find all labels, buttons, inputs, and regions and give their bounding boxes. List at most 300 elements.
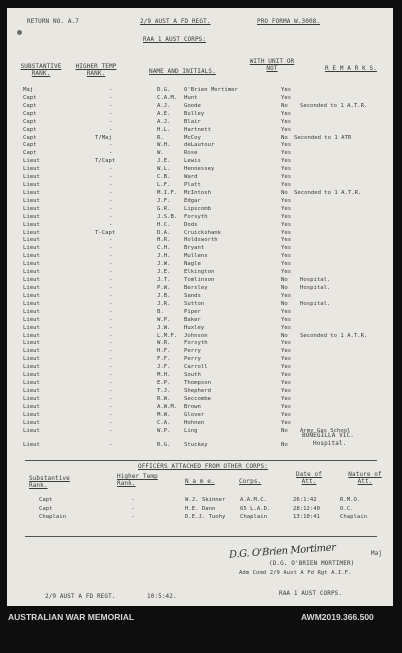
surname-cell: Sutton bbox=[184, 300, 205, 307]
surname-cell: Bulley bbox=[184, 110, 205, 117]
att-name-cell: D.E.J. Tuohy bbox=[185, 514, 226, 520]
initials-cell: B. bbox=[157, 308, 164, 315]
rank-cell: Lieut bbox=[23, 261, 40, 268]
surname-cell: Mullens bbox=[184, 253, 208, 260]
table-row bbox=[7, 347, 393, 355]
formation-title: RAA 1 AUST CORPS: bbox=[143, 36, 207, 43]
with-unit-cell: Yes bbox=[281, 253, 292, 260]
table-row bbox=[7, 411, 393, 419]
initials-cell: C.A. bbox=[157, 419, 171, 426]
rank-cell: Capt bbox=[23, 134, 37, 141]
table-row bbox=[7, 149, 393, 157]
rank-cell: Capt bbox=[23, 142, 37, 149]
temp-rank-cell: - bbox=[109, 87, 113, 93]
att-name-cell: H.E. Dann bbox=[185, 505, 216, 512]
rank-cell: Capt bbox=[23, 102, 37, 109]
temp-rank-cell: - bbox=[109, 308, 113, 315]
with-unit-cell: Yes bbox=[281, 395, 292, 402]
surname-cell: McCoy bbox=[184, 134, 201, 141]
initials-cell: C.B. bbox=[157, 174, 171, 181]
remark-cell: Army Gas School bbox=[300, 427, 351, 434]
rank-cell: Capt bbox=[23, 118, 37, 125]
remark-line: BONEGILLA VIC. bbox=[302, 432, 354, 439]
initials-cell: P.W. bbox=[157, 285, 171, 291]
table-row bbox=[7, 134, 393, 142]
surname-cell: Rose bbox=[184, 150, 198, 157]
with-unit-cell: Yes bbox=[281, 118, 292, 125]
initials-cell: J.F. bbox=[157, 197, 171, 204]
document-page bbox=[7, 8, 393, 606]
att-temp-cell: - bbox=[131, 514, 135, 520]
footer-institution: AUSTRALIAN WAR MEMORIAL bbox=[8, 612, 135, 622]
signatory-position: Adm Comd 2/9 Aust A Fd Rgt A.I.F. bbox=[239, 570, 352, 576]
att-col-rank: Substantive Rank. bbox=[29, 475, 70, 489]
initials-cell: J.W. bbox=[157, 261, 171, 268]
table-row bbox=[7, 324, 393, 332]
with-unit-cell: Yes bbox=[281, 387, 292, 394]
remark-cell: Seconded to 1 A.T.R. bbox=[300, 102, 368, 109]
remark-cell: Seconded to 1 A.T.R. bbox=[300, 332, 368, 339]
rank-cell: Lieut bbox=[23, 213, 40, 220]
with-unit-cell: Yes bbox=[281, 182, 292, 189]
table-row bbox=[7, 173, 393, 181]
rank-cell: Capt bbox=[23, 150, 37, 157]
temp-rank-cell: - bbox=[109, 364, 113, 371]
att-col-temp: Higher Temp Rank. bbox=[117, 473, 158, 487]
surname-cell: Stuckey bbox=[184, 442, 208, 448]
with-unit-cell: Yes bbox=[281, 166, 292, 173]
att-date-cell: 28:12:40 bbox=[293, 505, 320, 512]
surname-cell: Blair bbox=[184, 118, 201, 125]
with-unit-cell: No bbox=[281, 285, 288, 291]
initials-cell: J.S.B. bbox=[157, 213, 178, 220]
initials-cell: W.P. bbox=[157, 316, 171, 323]
att-corps-cell: 65 L.A.D. bbox=[240, 505, 271, 512]
temp-rank-cell: - bbox=[109, 269, 113, 276]
temp-rank-cell: - bbox=[109, 110, 113, 117]
initials-cell: J.H. bbox=[157, 253, 171, 260]
with-unit-cell: Yes bbox=[281, 411, 292, 418]
remark-line: Hospital. bbox=[313, 440, 347, 447]
with-unit-cell: No bbox=[281, 134, 288, 141]
with-unit-cell: No bbox=[281, 300, 288, 307]
signatory-name: (D.G. O'BRIEN MORTIMER) bbox=[269, 560, 355, 567]
pro-forma: PRO FORMA W.3008. bbox=[257, 18, 321, 25]
with-unit-cell: No bbox=[281, 102, 288, 109]
rank-cell: Lieut bbox=[23, 205, 40, 212]
table-row bbox=[7, 276, 393, 284]
att-temp-cell: - bbox=[131, 497, 135, 503]
return-number: RETURN NO. A.7 bbox=[27, 18, 79, 25]
surname-cell: Nagle bbox=[184, 261, 201, 268]
surname-cell: deLautour bbox=[184, 142, 215, 149]
rank-cell: Lieut bbox=[23, 364, 40, 371]
temp-rank-cell: - bbox=[109, 94, 113, 101]
with-unit-cell: Yes bbox=[281, 237, 292, 244]
with-unit-cell: Yes bbox=[281, 87, 292, 93]
with-unit-cell: Yes bbox=[281, 150, 292, 157]
rank-cell: Capt bbox=[23, 110, 37, 117]
table-row bbox=[7, 268, 393, 276]
temp-rank-cell: - bbox=[109, 118, 113, 125]
surname-cell: Ling bbox=[184, 427, 198, 434]
with-unit-cell: Yes bbox=[281, 229, 292, 236]
rank-cell: Lieut bbox=[23, 229, 40, 236]
temp-rank-cell: - bbox=[109, 142, 113, 149]
rank-cell: Lieut bbox=[23, 324, 40, 331]
surname-cell: Perry bbox=[184, 356, 201, 363]
initials-cell: D.G. bbox=[157, 87, 171, 93]
rank-cell: Lieut bbox=[23, 189, 40, 196]
with-unit-cell: Yes bbox=[281, 419, 292, 426]
rank-cell: Lieut bbox=[23, 253, 40, 260]
surname-cell: Glover bbox=[184, 411, 205, 418]
att-name-cell: W.J. Skinner bbox=[185, 497, 226, 503]
table-row bbox=[7, 441, 393, 449]
with-unit-cell: Yes bbox=[281, 197, 292, 204]
surname-cell: Lipscomb bbox=[184, 205, 211, 212]
att-nature-cell: R.M.O. bbox=[340, 497, 361, 503]
att-date-cell: 26:1:42 bbox=[293, 497, 317, 503]
table-row bbox=[7, 205, 393, 213]
col-substantive-rank: SUBSTANTIVE RANK. bbox=[20, 63, 62, 77]
with-unit-cell: Yes bbox=[281, 269, 292, 276]
surname-cell: Perry bbox=[184, 348, 201, 355]
att-corps-cell: A.A.M.C. bbox=[240, 497, 267, 503]
rank-cell: Lieut bbox=[23, 380, 40, 387]
initials-cell: W.R. bbox=[157, 340, 171, 347]
initials-cell: L.F. bbox=[157, 182, 171, 189]
surname-cell: Carroll bbox=[184, 364, 208, 371]
surname-cell: Sands bbox=[184, 292, 201, 299]
initials-cell: R.W. bbox=[157, 395, 171, 402]
temp-rank-cell: - bbox=[109, 300, 113, 307]
initials-cell: W.P. bbox=[157, 427, 171, 434]
initials-cell: E.P. bbox=[157, 380, 171, 387]
temp-rank-cell: - bbox=[109, 182, 113, 189]
temp-rank-cell: - bbox=[109, 237, 113, 244]
initials-cell: H.R. bbox=[157, 237, 171, 244]
surname-cell: Thompson bbox=[184, 380, 211, 387]
temp-rank-cell: - bbox=[109, 340, 113, 347]
rank-cell: Capt bbox=[23, 126, 37, 133]
initials-cell: C.A.M. bbox=[157, 94, 178, 101]
surname-cell: Seccombe bbox=[184, 395, 211, 402]
table-row bbox=[7, 221, 393, 229]
temp-rank-cell: T-Capt bbox=[95, 229, 116, 236]
table-row bbox=[7, 165, 393, 173]
rank-cell: Lieut bbox=[23, 372, 40, 379]
with-unit-cell: Yes bbox=[281, 364, 292, 371]
rank-cell: Lieut bbox=[23, 182, 40, 189]
surname-cell: Forsyth bbox=[184, 340, 208, 347]
surname-cell: Hartnett bbox=[184, 126, 211, 133]
with-unit-cell: Yes bbox=[281, 110, 292, 117]
col-with-unit: WITH UNIT OR NOT bbox=[249, 58, 295, 72]
initials-cell: R. bbox=[157, 134, 164, 141]
with-unit-cell: Yes bbox=[281, 126, 292, 133]
initials-cell: M.W. bbox=[157, 411, 171, 418]
temp-rank-cell: - bbox=[109, 332, 113, 339]
attached-row bbox=[7, 513, 393, 521]
divider bbox=[25, 460, 377, 461]
initials-cell: J.E. bbox=[157, 158, 171, 165]
initials-cell: A.J. bbox=[157, 118, 171, 125]
bottom-formation: RAA 1 AUST CORPS. bbox=[279, 590, 343, 597]
rank-cell: Lieut bbox=[23, 285, 40, 291]
with-unit-cell: Yes bbox=[281, 158, 292, 165]
rank-cell: Lieut bbox=[23, 197, 40, 204]
rank-cell: Lieut bbox=[23, 411, 40, 418]
temp-rank-cell: - bbox=[109, 213, 113, 220]
temp-rank-cell: - bbox=[109, 348, 113, 355]
initials-cell: G.R. bbox=[157, 205, 171, 212]
table-row bbox=[7, 300, 393, 308]
with-unit-cell: Yes bbox=[281, 205, 292, 212]
with-unit-cell: Yes bbox=[281, 380, 292, 387]
table-row bbox=[7, 110, 393, 118]
table-row bbox=[7, 395, 393, 403]
surname-cell: Hunt bbox=[184, 94, 198, 101]
initials-cell: H.F. bbox=[157, 348, 171, 355]
rank-cell: Lieut bbox=[23, 292, 40, 299]
rank-cell: Lieut bbox=[23, 427, 40, 434]
divider bbox=[25, 536, 377, 537]
rank-cell: Lieut bbox=[23, 332, 40, 339]
initials-cell: H.L. bbox=[157, 126, 171, 133]
surname-cell: Lewis bbox=[184, 158, 201, 165]
surname-cell: Edgar bbox=[184, 197, 201, 204]
table-row bbox=[7, 236, 393, 244]
surname-cell: Hennessey bbox=[184, 166, 215, 173]
with-unit-cell: Yes bbox=[281, 316, 292, 323]
temp-rank-cell: - bbox=[109, 253, 113, 260]
initials-cell: R.G. bbox=[157, 442, 171, 448]
with-unit-cell: Yes bbox=[281, 372, 292, 379]
initials-cell: W.H. bbox=[157, 142, 171, 149]
col-name-initials: NAME AND INITIALS. bbox=[149, 68, 216, 75]
initials-cell: A.W.M. bbox=[157, 403, 178, 410]
with-unit-cell: Yes bbox=[281, 356, 292, 363]
surname-cell: Piper bbox=[184, 308, 201, 315]
att-date-cell: 13:10:41 bbox=[293, 514, 320, 520]
punch-hole bbox=[17, 30, 22, 35]
with-unit-cell: Yes bbox=[281, 308, 292, 315]
with-unit-cell: No bbox=[281, 427, 288, 434]
with-unit-cell: Yes bbox=[281, 94, 292, 101]
rank-cell: Lieut bbox=[23, 419, 40, 426]
archive-footer bbox=[0, 607, 402, 653]
temp-rank-cell: - bbox=[109, 277, 113, 284]
surname-cell: South bbox=[184, 372, 201, 379]
initials-cell: A.E. bbox=[157, 110, 171, 117]
with-unit-cell: No bbox=[281, 277, 288, 284]
temp-rank-cell: T/Capt bbox=[95, 158, 116, 165]
rank-cell: Lieut bbox=[23, 174, 40, 181]
surname-cell: McIntosh bbox=[184, 189, 211, 196]
temp-rank-cell: - bbox=[109, 197, 113, 204]
table-row bbox=[7, 419, 393, 427]
initials-cell: D.A. bbox=[157, 229, 171, 236]
temp-rank-cell: - bbox=[109, 174, 113, 181]
rank-cell: Capt bbox=[23, 94, 37, 101]
initials-cell: H.C. bbox=[157, 221, 171, 228]
initials-cell: M.H. bbox=[157, 372, 171, 379]
initials-cell: J.T. bbox=[157, 277, 171, 284]
table-row bbox=[7, 379, 393, 387]
table-row bbox=[7, 403, 393, 411]
temp-rank-cell: - bbox=[109, 324, 113, 331]
with-unit-cell: Yes bbox=[281, 340, 292, 347]
temp-rank-cell: - bbox=[109, 261, 113, 268]
with-unit-cell: Yes bbox=[281, 142, 292, 149]
temp-rank-cell: - bbox=[109, 150, 113, 157]
surname-cell: Forsyth bbox=[184, 213, 208, 220]
remark-cell: Hospital. bbox=[300, 300, 331, 307]
table-row bbox=[7, 157, 393, 165]
rank-cell: Lieut bbox=[23, 356, 40, 363]
att-rank-cell: Capt bbox=[39, 505, 53, 512]
bottom-unit: 2/9 AUST A FD REGT. bbox=[45, 593, 116, 600]
surname-cell: Bersley bbox=[184, 285, 208, 291]
with-unit-cell: Yes bbox=[281, 245, 292, 252]
table-row bbox=[7, 332, 393, 340]
surname-cell: Elkington bbox=[184, 269, 215, 276]
surname-cell: Johnson bbox=[184, 332, 208, 339]
with-unit-cell: Yes bbox=[281, 174, 292, 181]
rank-cell: Lieut bbox=[23, 316, 40, 323]
surname-cell: O'Brien Mortimer bbox=[184, 87, 238, 93]
initials-cell: W.L. bbox=[157, 166, 171, 173]
surname-cell: Goode bbox=[184, 102, 201, 109]
attached-row bbox=[7, 505, 393, 513]
initials-cell: C.H. bbox=[157, 245, 171, 252]
initials-cell: W. bbox=[157, 150, 164, 157]
rank-cell: Lieut bbox=[23, 340, 40, 347]
att-corps-cell: Chaplain bbox=[240, 514, 267, 520]
temp-rank-cell: - bbox=[109, 380, 113, 387]
table-row bbox=[7, 339, 393, 347]
with-unit-cell: Yes bbox=[281, 324, 292, 331]
temp-rank-cell: - bbox=[109, 245, 113, 252]
table-row bbox=[7, 387, 393, 395]
table-row bbox=[7, 118, 393, 126]
surname-cell: Huxley bbox=[184, 324, 205, 331]
temp-rank-cell: - bbox=[109, 221, 113, 228]
att-temp-cell: - bbox=[131, 505, 135, 512]
temp-rank-cell: - bbox=[109, 387, 113, 394]
initials-cell: F.F. bbox=[157, 356, 171, 363]
temp-rank-cell: - bbox=[109, 166, 113, 173]
temp-rank-cell: - bbox=[109, 372, 113, 379]
with-unit-cell: Yes bbox=[281, 261, 292, 268]
surname-cell: Brown bbox=[184, 403, 201, 410]
surname-cell: Platt bbox=[184, 182, 201, 189]
initials-cell: M.I.F. bbox=[157, 189, 178, 196]
temp-rank-cell: - bbox=[109, 395, 113, 402]
with-unit-cell: Yes bbox=[281, 292, 292, 299]
unit-title: 2/9 AUST A FD REGT. bbox=[140, 18, 211, 25]
temp-rank-cell: - bbox=[109, 411, 113, 418]
table-row bbox=[7, 244, 393, 252]
col-higher-temp-rank: HIGHER TEMP RANK. bbox=[75, 63, 117, 77]
temp-rank-cell: - bbox=[109, 102, 113, 109]
rank-cell: Lieut bbox=[23, 442, 40, 448]
initials-cell: J.B. bbox=[157, 292, 171, 299]
attached-row bbox=[7, 496, 393, 504]
table-row bbox=[7, 308, 393, 316]
table-row bbox=[7, 86, 393, 94]
att-col-corps: Corps. bbox=[239, 478, 262, 485]
table-row bbox=[7, 252, 393, 260]
with-unit-cell: No bbox=[281, 332, 288, 339]
table-row bbox=[7, 213, 393, 221]
remark-cell: Hospital. bbox=[300, 285, 331, 291]
rank-cell: Lieut bbox=[23, 395, 40, 402]
temp-rank-cell: - bbox=[109, 419, 113, 426]
temp-rank-cell: - bbox=[109, 316, 113, 323]
table-row bbox=[7, 316, 393, 324]
att-rank-cell: Chaplain bbox=[39, 514, 66, 520]
handwritten-signature: D.G. O'Brien Mortimer bbox=[228, 542, 336, 561]
table-row bbox=[7, 284, 393, 292]
att-col-name: N a m e. bbox=[185, 478, 215, 485]
att-col-date: Date of Att. bbox=[296, 471, 322, 485]
rank-cell: Lieut bbox=[23, 158, 40, 165]
att-nature-cell: O.C. bbox=[340, 505, 354, 512]
temp-rank-cell: - bbox=[109, 189, 113, 196]
table-row bbox=[7, 363, 393, 371]
surname-cell: Bryant bbox=[184, 245, 205, 252]
surname-cell: Tomlinson bbox=[184, 277, 215, 284]
table-row bbox=[7, 189, 393, 197]
table-row bbox=[7, 292, 393, 300]
rank-cell: Lieut bbox=[23, 237, 40, 244]
table-row bbox=[7, 371, 393, 379]
rank-cell: Lieut bbox=[23, 277, 40, 284]
rank-cell: Lieut bbox=[23, 403, 40, 410]
footer-accession: AWM2019.366.500 bbox=[301, 612, 374, 622]
signatory-rank: Maj bbox=[371, 550, 383, 557]
surname-cell: Hohnen bbox=[184, 419, 205, 426]
with-unit-cell: No bbox=[281, 442, 288, 448]
table-row bbox=[7, 141, 393, 149]
att-nature-cell: Chaplain bbox=[340, 514, 367, 520]
table-row bbox=[7, 181, 393, 189]
bottom-date: 10:5:42. bbox=[147, 593, 177, 600]
initials-cell: J.R. bbox=[157, 300, 171, 307]
surname-cell: Ward bbox=[184, 174, 198, 181]
rank-cell: Lieut bbox=[23, 166, 40, 173]
with-unit-cell: Yes bbox=[281, 213, 292, 220]
remark-cell: Seconded to 1 A.T.R. bbox=[294, 189, 362, 196]
temp-rank-cell: - bbox=[109, 403, 113, 410]
remark-cell: Hospital. bbox=[300, 277, 331, 284]
rank-cell: Lieut bbox=[23, 387, 40, 394]
temp-rank-cell: T/Maj bbox=[95, 134, 112, 141]
table-row bbox=[7, 355, 393, 363]
with-unit-cell: Yes bbox=[281, 221, 292, 228]
rank-cell: Lieut bbox=[23, 348, 40, 355]
initials-cell: J.F. bbox=[157, 364, 171, 371]
rank-cell: Lieut bbox=[23, 300, 40, 307]
rank-cell: Lieut bbox=[23, 269, 40, 276]
temp-rank-cell: - bbox=[109, 205, 113, 212]
table-row bbox=[7, 94, 393, 102]
initials-cell: T.J. bbox=[157, 387, 171, 394]
surname-cell: Holdsworth bbox=[184, 237, 218, 244]
remark-cell: Seconded to 1 ATR bbox=[294, 134, 352, 141]
